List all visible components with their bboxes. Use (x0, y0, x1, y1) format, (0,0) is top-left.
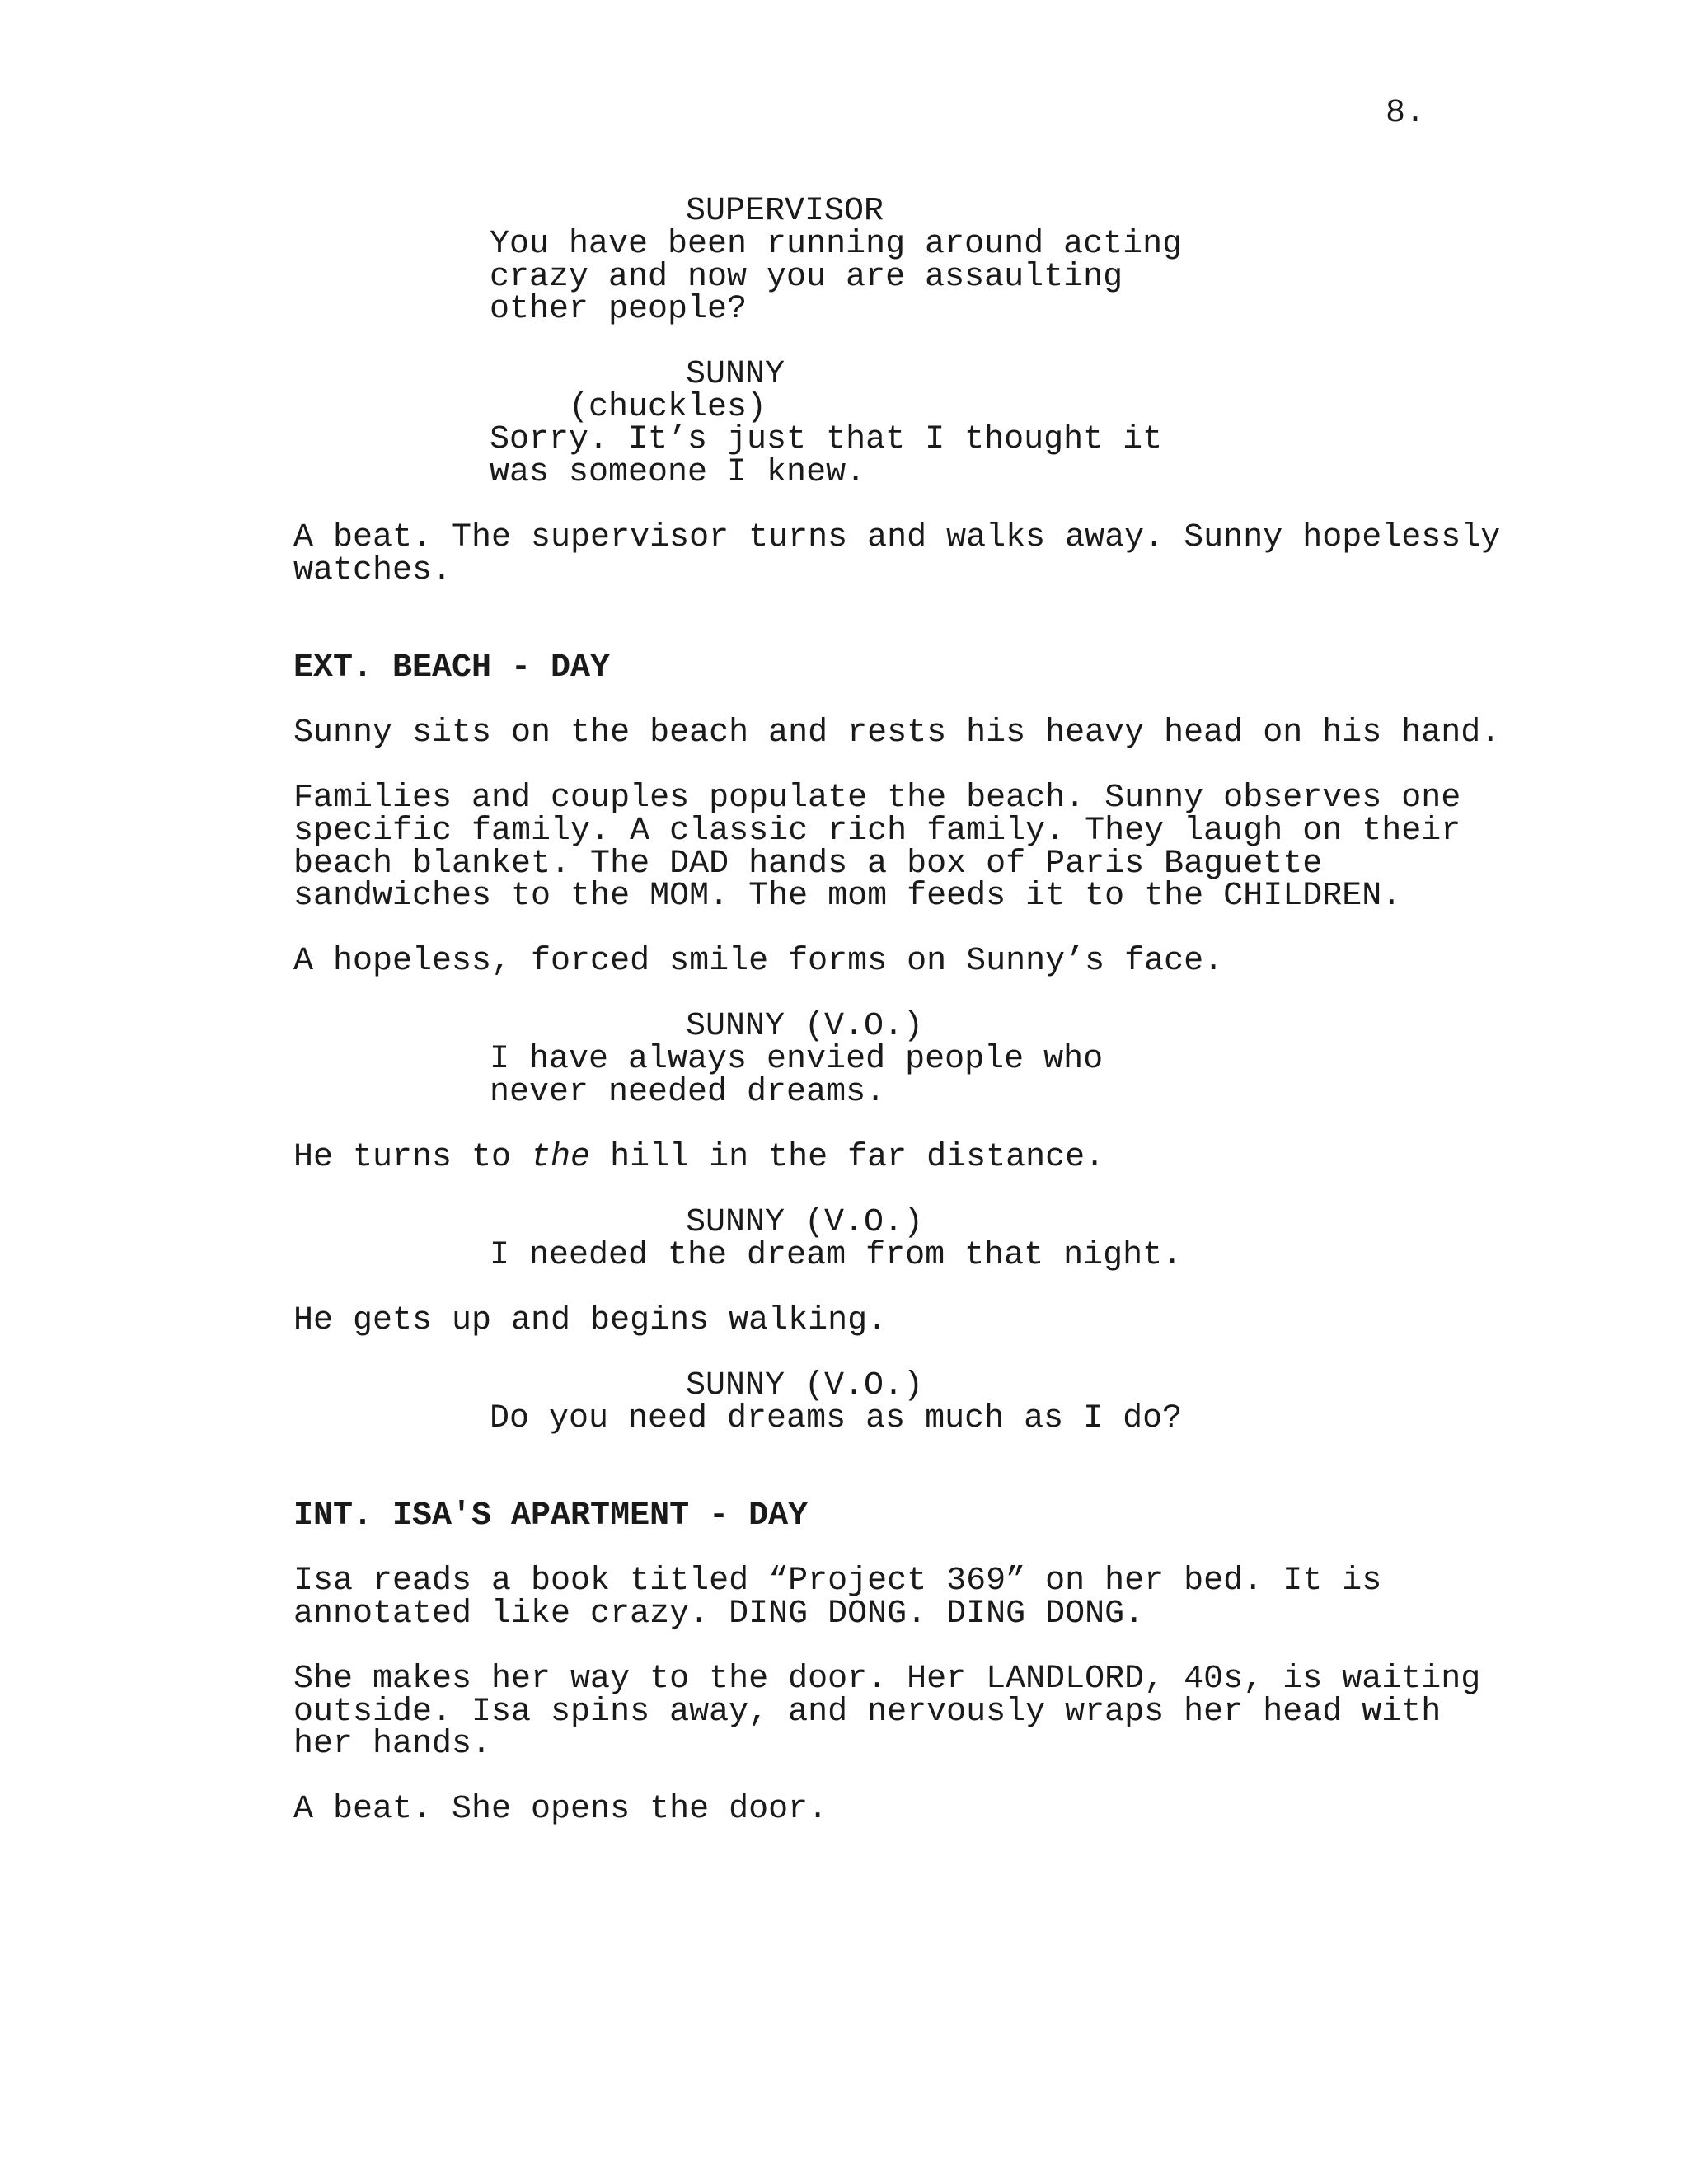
action-line: her hands. (293, 1726, 492, 1763)
action-line: A hopeless, forced smile forms on Sunny’s face. (293, 943, 1224, 980)
dialogue-line: Do you need dreams as much as I do? (490, 1400, 1183, 1437)
action-text: hill in the far distance. (590, 1139, 1105, 1176)
action-line: beach blanket. The DAD hands a box of Paris Baguette (293, 846, 1323, 883)
action-line (293, 1141, 1104, 1174)
dialogue-line: never needed dreams. (490, 1074, 886, 1111)
dialogue-line: You have been running around acting (490, 226, 1183, 263)
character-name: SUNNY (V.O.) (686, 1008, 924, 1045)
action-line: A beat. The supervisor turns and walks away. Sunny hopelessly (293, 519, 1501, 556)
character-name: SUPERVISOR (686, 193, 884, 230)
dialogue-line: Sorry. It’s just that I thought it (490, 421, 1163, 458)
action-line: She makes her way to the door. Her LANDLORD, 40s, is waiting (293, 1661, 1481, 1698)
action-line: watches. (293, 552, 452, 589)
action-line: specific family. A classic rich family. They laugh on their (293, 813, 1461, 850)
page-number: 8. (1386, 95, 1426, 132)
action-text: He turns to (293, 1139, 532, 1176)
dialogue-line: other people? (490, 291, 748, 328)
scene-heading: INT. ISA'S APARTMENT - DAY (293, 1497, 809, 1535)
dialogue-line: crazy and now you are assaulting (490, 259, 1123, 296)
parenthetical: (chuckles) (569, 389, 767, 426)
action-line: outside. Isa spins away, and nervously wraps her head with (293, 1694, 1442, 1731)
scene-heading: EXT. BEACH - DAY (293, 649, 611, 687)
dialogue-line: I have always envied people who (490, 1041, 1104, 1078)
action-line: A beat. She opens the door. (293, 1791, 828, 1828)
dialogue-line: was someone I knew. (490, 454, 866, 491)
character-name: SUNNY (V.O.) (686, 1204, 924, 1241)
action-line: Sunny sits on the beach and rests his heavy head on his hand. (293, 715, 1501, 752)
character-name: SUNNY (686, 356, 785, 393)
action-line: sandwiches to the MOM. The mom feeds it to the CHILDREN. (293, 878, 1402, 915)
action-line: Isa reads a book titled “Project 369” on her bed. It is (293, 1563, 1382, 1600)
action-line: annotated like crazy. DING DONG. DING DONG. (293, 1596, 1145, 1633)
character-name: SUNNY (V.O.) (686, 1367, 924, 1404)
dialogue-line: I needed the dream from that night. (490, 1237, 1183, 1274)
action-line: Families and couples populate the beach. Sunny observes one (293, 780, 1461, 817)
action-line: He gets up and begins walking. (293, 1302, 888, 1339)
emphasis-text: the (531, 1139, 591, 1176)
